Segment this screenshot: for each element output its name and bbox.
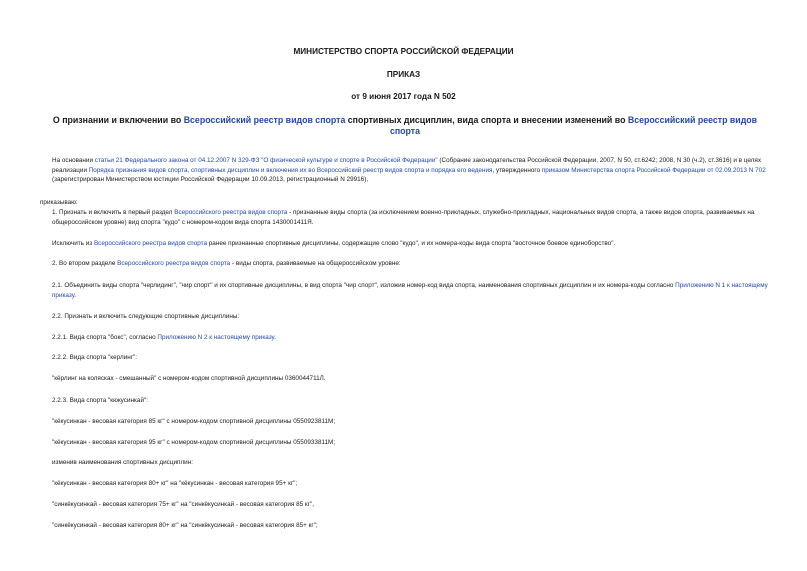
appendix-2-link[interactable]: Приложению N 2 к настоящему приказу	[157, 334, 275, 341]
kyokushin-85-discipline: "кёкусинкан - весовая категория 85 кг" с номером-кодом спортивной дисциплины 0550923811М;	[52, 418, 336, 425]
document-date-number: от 9 июня 2017 года N 502	[351, 92, 456, 101]
document-title	[50, 115, 760, 137]
preamble-text: (Собрание законодательства Российской Федерации, 2007, N 50, ст.6242; 2008, N 30 (ч.2), ст.3616) и в целях реализации	[52, 157, 761, 174]
rename-intro: изменив наименования спортивных дисциплин:	[52, 459, 193, 466]
item-text: ранее признанные спортивные дисциплины, содержащие слово "кудо", и их номера-коды вида спорта "восточное боевое единоборство".	[207, 240, 616, 247]
item-text: 2.1. Объединить виды спорта "черлидинг", "чир спорт" и их спортивные дисциплины, в вид спорта "чир спорт", изложив номер-код вида спорта, наименования спортивных дисциплин и их номера-коды согласно	[52, 282, 676, 289]
item-text: 2.2.1. Вида спорта "бокс", согласно	[52, 334, 158, 341]
registry-link[interactable]: Всероссийского реестра видов спорта	[117, 260, 231, 267]
registry-link[interactable]: Всероссийского реестра видов спорта	[174, 209, 288, 216]
appendix-1-link[interactable]: Приложению N 1 к настоящему приказу	[52, 282, 768, 299]
rename-line-3: "синкёкусинкай - весовая категория 80+ кг" на "синкёкусинкай - весовая категория 85+ кг";	[52, 522, 318, 529]
preamble-text: На основании	[52, 157, 95, 164]
document-type: ПРИКАЗ	[386, 70, 421, 79]
item-text: - виды спорта, развиваемые на общероссийском уровне:	[230, 260, 401, 267]
curling-discipline: "кёрлинг на колясках - смешанный" с номером-кодом спортивной дисциплины 0360044711Л.	[52, 375, 326, 382]
item-2-1-paragraph	[52, 281, 768, 300]
item-2-paragraph	[52, 259, 768, 269]
item-text: Исключить из	[52, 240, 94, 247]
rename-line-1: "кёкусинкан - весовая категория 80+ кг" на "кёкусинкан - весовая категория 95+ кг";	[52, 480, 298, 487]
item-text: 2. Во втором разделе	[52, 260, 118, 267]
item-1-paragraph	[52, 208, 768, 227]
preamble-paragraph	[52, 156, 768, 185]
preamble-text: , утвержденного	[492, 166, 542, 174]
item-text: .	[274, 334, 276, 341]
title-text: О признании и включении во	[52, 115, 184, 125]
item-2-2-paragraph: 2.2. Признать и включить следующие спортивные дисциплины:	[52, 313, 240, 320]
registry-link[interactable]: Всероссийский реестр видов спорта	[389, 115, 758, 136]
registry-link[interactable]: Всероссийский реестр видов спорта	[183, 115, 346, 125]
ministry-heading: МИНИСТЕРСТВО СПОРТА РОССИЙСКОЙ ФЕДЕРАЦИИ	[293, 47, 514, 56]
item-2-2-3-paragraph: 2.2.3. Вида спорта "кюкусинкай":	[52, 397, 149, 404]
federal-law-link[interactable]: статьи 21 Федерального закона от 04.12.2007 N 329-ФЗ "О физической культуре и спорте в Российской Федерации"	[94, 157, 438, 164]
kyokushin-95-discipline: "кёкусинкан - весовая категория 95 кг" с номером-кодом спортивной дисциплины 0550933811М;	[52, 439, 336, 446]
title-text: спортивных дисциплин, вида спорта и внесении изменений во	[345, 115, 628, 125]
item-text: 1. Признать и включить в первый раздел	[52, 209, 175, 216]
order-word: приказываю:	[40, 199, 78, 206]
procedure-link[interactable]: Порядка признания видов спорта, спортивных дисциплин и включения их во Всероссийский реестр видов спорта и порядка его ведения	[88, 166, 493, 174]
exclude-paragraph	[52, 239, 768, 249]
item-text: - признанные виды спорта (за исключением военно-прикладных, служебно-прикладных, национальных видов спорта, а также видов спорта, развиваемых на общероссийском уровне) вид спорта "кудо" с номером-кодом вида спорта 1430001411Я.	[52, 209, 755, 226]
rename-line-2: "синкёкусинкай - весовая категория 75+ кг" на "синкёкусинкай - весовая категория 85 кг",	[52, 501, 314, 508]
item-2-2-2-paragraph: 2.2.2. Вида спорта "керлинг":	[52, 354, 138, 361]
preamble-text: (зарегистрирован Министерством юстиции Российской Федерации 10.09.2013, регистрационный N 29916),	[52, 176, 369, 184]
registry-link[interactable]: Всероссийского реестра видов спорта	[93, 240, 208, 247]
item-text: .	[74, 291, 77, 299]
item-2-2-1-paragraph	[52, 333, 768, 343]
ministry-order-link[interactable]: приказом Министерства спорта Российской Федерации от 02.09.2013 N 702	[541, 166, 766, 174]
